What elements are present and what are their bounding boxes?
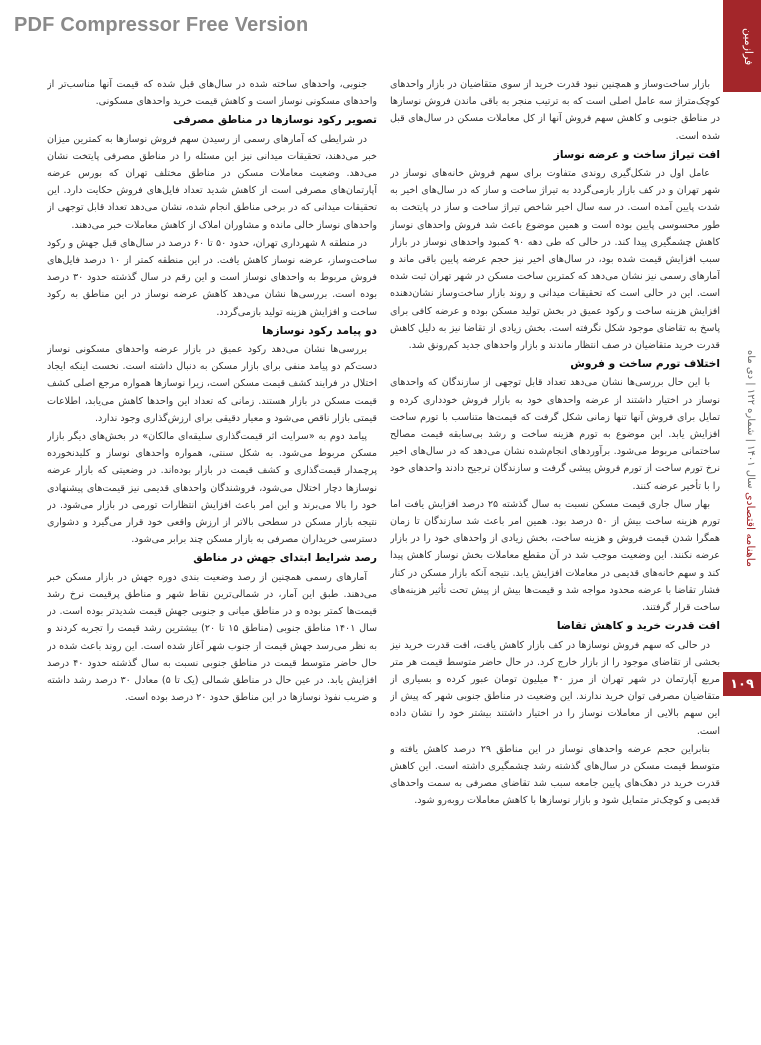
section-tab <box>723 0 761 92</box>
side-strip <box>723 0 761 1045</box>
paragraph: با این حال بررسی‌ها نشان می‌دهد تعداد قابل توجهی از سازندگان که واحدهای نوساز در اختیار داشتند از عرضه واحدهای خود به بازار فروش خودداری کرده و تمایل برای فروش آنها تنها زمانی شکل گرفت که قیمت‌ها متناسب با تورم ساخت افزایش یابد. این موضوع به تورم هزینه ساخت و رشد بی‌سابقه قیمت مصالح ساختمانی مربوط می‌شود. برآوردهای انجام‌شده نشان می‌دهد که در سال‌های اخیر نرخ تورم ساخت از تورم فروش پیشی گرفت و سازندگان ترجیح دادند واحدهای خود را با تأخیر عرضه کنند. <box>390 377 720 492</box>
paragraph: بررسی‌ها نشان می‌دهد رکود عمیق در بازار عرضه واحدهای مسکونی نوساز دست‌کم دو پیامد منفی برای بازار مسکن به دنبال داشته است. نخست اینکه ایجاد اختلال در فرایند کشف قیمت مسکن است، زیرا نوسازها همواره مرجع اصلی کشف قیمت مسکن در بازار هستند. زمانی که تعداد این واحدها کاهش می‌یابد، اطلاعات قیمتی بازار ناقص می‌شود و معیار دقیقی برای ارزش‌گذاری وجود ندارد. <box>47 344 377 424</box>
page-number: ۱۰۹ <box>723 672 761 696</box>
section-tab-label: فرازمین <box>742 28 755 66</box>
paragraph: در شرایطی که آمارهای رسمی از رسیدن سهم فروش نوسازها به کمترین میزان خبر می‌دهند، تحقیقات میدانی نیز این مسئله را در مناطق مصرفی پایتخت نشان می‌دهد. وضعیت معاملات مسکن در مناطق مختلف تهران که بورس عرضه آپارتمان‌های مصرفی است از کاهش شدید تعداد فایل‌های فروش حکایت دارد. این تحقیقات میدانی که در برخی مناطق انجام شده، نشان می‌دهد تعداد قابل توجهی از واحدهای نوساز خالی مانده و مشاوران املاک از کاهش معاملات خبر می‌دهند. <box>47 133 377 231</box>
paragraph: بنابراین حجم عرضه واحدهای نوساز در این مناطق ۲۹ درصد کاهش یافته و متوسط قیمت مسکن در سال‌های گذشته رشد چشمگیری داشته است. این کاهش قدرت خرید در دهک‌های پایین جامعه سبب شد تقاضای مصرفی به سمت واحدهای قدیمی و کوچک‌تر متمایل شود و بازار نوسازها با کاهش معاملات روبه‌رو شود. <box>390 743 720 807</box>
issue-info: سال ۱۴۰۱ | شماره ۱۲۲ | دی ماه <box>745 350 756 489</box>
paragraph: عامل اول در شکل‌گیری روندی متفاوت برای سهم فروش خانه‌های نوساز در شهر تهران و در کف بازار بازمی‌گردد به تیراژ ساخت و ساز که در سال‌های اخیر به شدت پایین آمده است. در سه سال اخیر شاخص تیراژ ساخت و ساز در پایتخت به طور محسوسی پایین بوده است و همین موضوع باعث شد فروش واحدهای نوساز کاهش چشمگیری پیدا کند. در حالی که طی دهه ۹۰ کمبود واحدهای نوساز در بازار سبب افزایش قیمت شده بود، در سال‌های اخیر نیز حجم عرضه پایین باقی ماند و آمارهای رسمی نیز نشان می‌دهد که کمترین ساخت مسکن در شهر تهران ثبت شده است. این در حالی است که تحقیقات میدانی و روند بازار ساخت‌وساز نشان‌دهنده افزایش هزینه ساخت و رکود عمیق در بخش تولید مسکن بوده و عرضه کافی برای پاسخ به تقاضای موجود شکل نگرفته است. بخش زیادی از تقاضا نیز به دلیل کاهش قدرت خرید متقاضیان در صف انتظار ماندند و بازار واحدهای جدید کم‌رونق شد. <box>390 168 720 352</box>
magazine-info <box>744 350 757 567</box>
paragraph: در حالی که سهم فروش نوسازها در کف بازار کاهش یافت، افت قدرت خرید نیز بخشی از تقاضای موجود را از بازار خارج کرد. در حال حاضر متوسط قیمت هر متر مربع آپارتمان در شهر تهران از مرز ۴۰ میلیون تومان عبور کرده و بسیاری از متقاضیان مصرفی توان خرید ندارند. این وضعیت در مناطق جنوبی شهر که پیش از این سهم بالایی از معاملات نوساز را در اختیار داشتند بیشتر خود را نشان داده است. <box>390 639 720 737</box>
section-heading: افت قدرت خرید و کاهش تقاضا <box>556 620 720 633</box>
section-heading: اختلاف تورم ساخت و فروش <box>570 358 720 371</box>
paragraph: بهار سال جاری قیمت مسکن نسبت به سال گذشته ۲۵ درصد افزایش یافت اما تورم هزینه ساخت بیش از ۵۰ درصد بود. همین امر باعث شد سازندگان تا زمان همگرا شدن قیمت فروش و هزینه ساخت، بخش زیادی از واحدهای خود را در بازار عرضه نکنند. این وضعیت موجب شد در آن مقطع معاملات بخش نوساز کاهش پیدا کند و سهم خانه‌های قدیمی در معاملات افزایش یابد. نتیجه آنکه بازار مسکن در کنار فشار تقاضا با عرضه محدود مواجه شد و قیمت‌ها بیش از پیش تحت تأثیر هزینه‌های ساخت قرار گرفتند. <box>390 498 720 614</box>
paragraph: جنوبی، واحدهای ساخته شده در سال‌های قبل شده که قیمت آنها مناسب‌تر از واحدهای مسکونی نوساز است و کاهش قیمت خرید واحدهای مسکونی. <box>47 79 377 108</box>
section-heading: دو پیامد رکود نوسازها <box>262 324 377 337</box>
magazine-name: ماهنامه اقتصادی <box>744 492 757 568</box>
section-heading: رصد شرایط ابتدای جهش در مناطق <box>193 552 377 565</box>
paragraph: پیامد دوم به «سرایت اثر قیمت‌گذاری سلیقه‌ای مالکان» در بخش‌های دیگر بازار مسکن مربوط می‌شود. به شکل سنتی، همواره واحدهای نوساز و کلیدنخورده پرچمدار قیمت‌گذاری و کشف قیمت در بازار بوده‌اند. در وضعیتی که بازار عرضه نوسازها دچار اختلال می‌شود، فروشندگان واحدهای قدیمی نیز قیمت‌های پیشنهادی خود را بالا می‌برند و این امر باعث افزایش انتظارات تورمی در بازار می‌شود. در نتیجه بازار مسکن در سطحی بالاتر از ارزش واقعی خود قرار می‌گیرد و دشواری دسترسی خریداران مصرفی به بازار مسکن چند برابر می‌شود. <box>47 431 377 546</box>
paragraph: بازار ساخت‌وساز و همچنین نبود قدرت خرید از سوی متقاضیان در بازار واحدهای کوچک‌متراژ سه عامل اصلی است که به ترتیب منجر به باقی ماندن فروش نوسازها در مناطق جنوبی و کاهش سهم فروش آنها از کل معاملات مسکن در سال‌های قبل شده است. <box>390 79 720 142</box>
left-column <box>47 76 377 1026</box>
section-heading: تصویر رکود نوسازها در مناطق مصرفی <box>172 114 377 127</box>
paragraph: در منطقه ۸ شهرداری تهران، حدود ۵۰ تا ۶۰ درصد در سال‌های قبل جهش و رکود ساخت‌وساز، عرضه نوساز کاهش یافت. در این منطقه کمتر از ۱۰ درصد فایل‌های فروش مربوط به واحدهای نوساز است و این رقم در سال گذشته حدود ۳۰ درصد بوده است. بررسی‌ها نشان می‌دهد کاهش عرضه نوساز در این مناطق به رکود ساخت و افزایش هزینه تولید بازمی‌گردد. <box>47 237 377 318</box>
right-column <box>390 76 720 1026</box>
paragraph: آمارهای رسمی همچنین از رصد وضعیت بندی دوره جهش در بازار مسکن خبر می‌دهند. طبق این آمار، در شمالی‌ترین نقاط شهر و مناطق پرقیمت نرخ رشد قیمت‌ها کمتر بوده و در مناطق میانی و جنوبی جهش قیمت شدیدتر بوده است. در سال ۱۴۰۱ مناطق جنوبی (مناطق ۱۵ تا ۲۰) بیشترین رشد قیمت را تجربه کردند و به نظر می‌رسد جهش قیمت از جنوب شهر آغاز شده است. این روند باعث شده در حال حاضر متوسط قیمت در مناطق جنوبی نسبت به سال گذشته حدود ۴۰ درصد افزایش یابد. در عین حال در مناطق شمالی (یک تا ۵) معادل ۳۰ درصد رشد داشته و ضریب نفوذ نوسازها در این مناطق حدود ۲۰ درصد بوده است. <box>47 571 377 704</box>
section-heading: افت تیراژ ساخت و عرضه نوساز <box>553 148 720 161</box>
pdf-compressor-watermark: PDF Compressor Free Version <box>14 14 309 36</box>
